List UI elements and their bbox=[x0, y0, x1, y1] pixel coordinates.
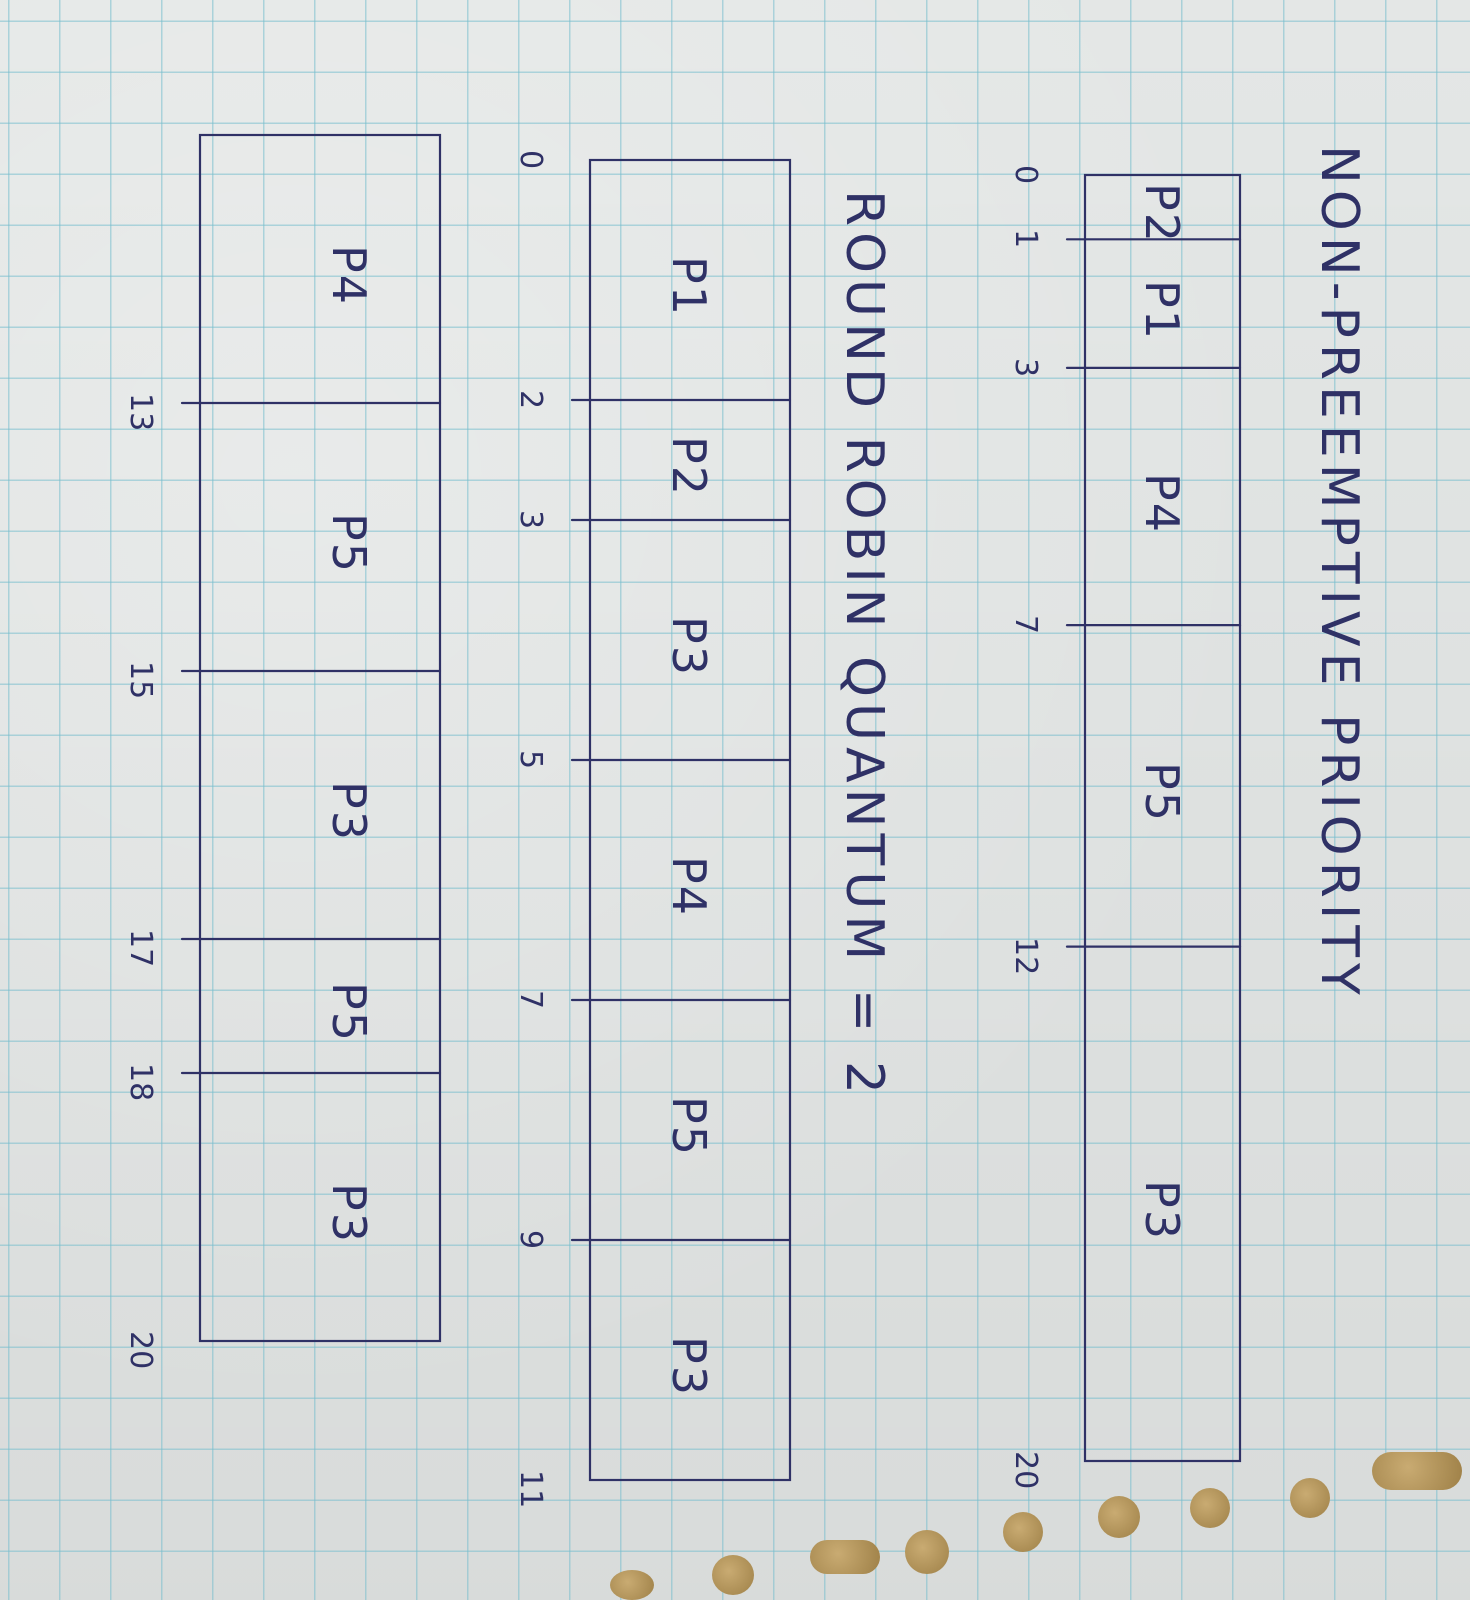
gantt-segment-label: P1 bbox=[1135, 279, 1189, 341]
gantt-time-tick: 5 bbox=[513, 750, 548, 770]
gantt-frame bbox=[200, 135, 440, 1341]
gantt-time-tick: 0 bbox=[513, 150, 548, 170]
gantt-time-tick: 0 bbox=[1008, 165, 1043, 185]
gantt-segment-label: P3 bbox=[662, 1336, 716, 1398]
gantt-time-tick: 15 bbox=[123, 661, 158, 700]
gantt-segment-label: P3 bbox=[322, 781, 376, 843]
gantt-time-tick: 20 bbox=[123, 1331, 158, 1370]
gantt-segment-label: P1 bbox=[662, 256, 716, 318]
round-robin-title: ROUND ROBIN QUANTUM = 2 bbox=[834, 190, 894, 1100]
round-robin-gantt-boxes bbox=[182, 135, 790, 1480]
gantt-time-tick: 17 bbox=[123, 929, 158, 968]
gantt-time-tick: 7 bbox=[1008, 615, 1043, 635]
gantt-segment-label: P3 bbox=[662, 616, 716, 678]
gantt-time-tick: 7 bbox=[513, 990, 548, 1010]
gantt-frame bbox=[590, 160, 790, 1480]
gantt-time-tick: 2 bbox=[513, 390, 548, 410]
gantt-segment-label: P3 bbox=[322, 1183, 376, 1245]
gantt-time-tick: 13 bbox=[123, 393, 158, 432]
gantt-time-tick: 3 bbox=[1008, 357, 1043, 377]
gantt-segment-label: P4 bbox=[662, 856, 716, 918]
gantt-segment-label: P3 bbox=[1135, 1179, 1189, 1241]
gantt-time-tick: 18 bbox=[123, 1063, 158, 1102]
gantt-segment-label: P5 bbox=[322, 982, 376, 1044]
gantt-time-tick: 3 bbox=[513, 510, 548, 530]
gantt-segment-label: P5 bbox=[1135, 761, 1189, 823]
gantt-segment-label: P2 bbox=[662, 436, 716, 498]
gantt-time-tick: 20 bbox=[1008, 1451, 1043, 1490]
gantt-segment-label: P5 bbox=[662, 1096, 716, 1158]
gantt-time-tick: 9 bbox=[513, 1230, 548, 1250]
gantt-time-tick: 12 bbox=[1008, 936, 1043, 975]
gantt-time-tick: 11 bbox=[513, 1470, 548, 1509]
gantt-segment-label: P5 bbox=[322, 513, 376, 575]
gantt-segment-label: P4 bbox=[1135, 472, 1189, 534]
gantt-time-tick: 1 bbox=[1008, 229, 1043, 249]
non-preemptive-title: NON-PREEMPTIVE PRIORITY bbox=[1309, 145, 1369, 1001]
gantt-segment-label: P2 bbox=[1135, 183, 1189, 245]
gantt-segment-label: P4 bbox=[322, 245, 376, 307]
